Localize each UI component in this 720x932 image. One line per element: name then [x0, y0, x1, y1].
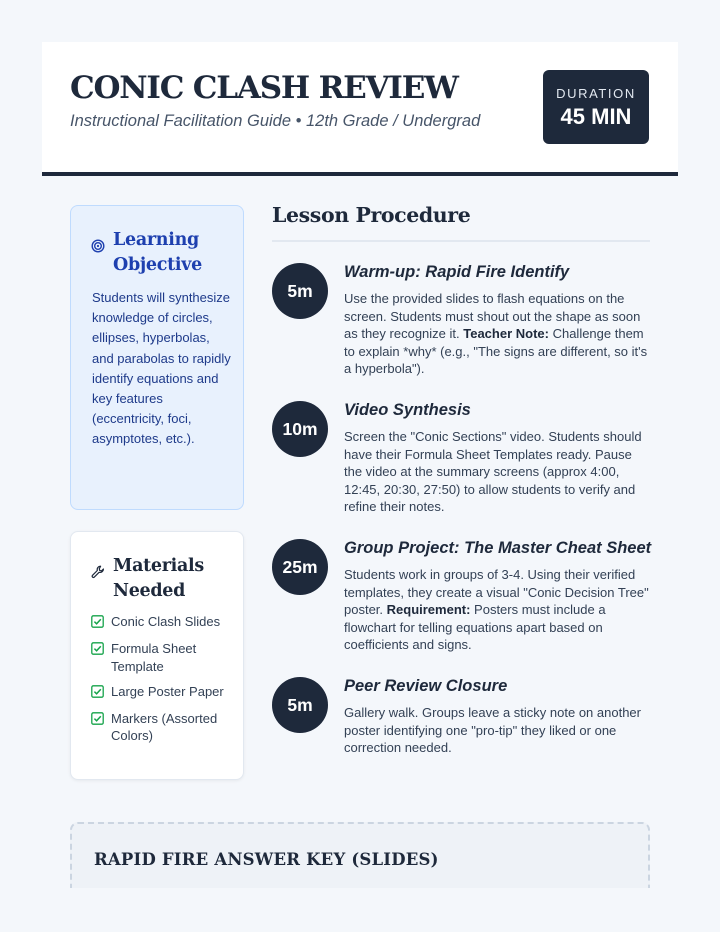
- checkbox-icon: [91, 683, 111, 703]
- checkbox-icon: [91, 710, 111, 745]
- header: [42, 42, 678, 176]
- step-description: Gallery walk. Groups leave a sticky note on another poster identifying one "pro-tip" they liked or one correction needed.: [344, 705, 641, 756]
- step-title: Warm-up: Rapid Fire Identify: [344, 263, 570, 281]
- material-label: Conic Clash Slides: [111, 614, 221, 629]
- objective-title-line2: Objective: [113, 255, 202, 275]
- duration-label: DURATION: [556, 86, 636, 101]
- list-item: [91, 640, 241, 675]
- answer-key-title: RAPID FIRE ANSWER KEY (SLIDES): [94, 850, 439, 869]
- checkbox-icon: [91, 640, 111, 675]
- materials-title-line2: Needed: [113, 581, 186, 601]
- page-bottom-mask: [0, 888, 720, 932]
- target-icon: [91, 239, 107, 258]
- material-label: Large Poster Paper: [111, 683, 224, 699]
- material-label: Markers (Assorted Colors): [111, 710, 218, 743]
- time-badge: 10m: [272, 401, 328, 457]
- duration-badge: [543, 70, 649, 144]
- step-title: Group Project: The Master Cheat Sheet: [344, 539, 652, 557]
- time-badge: 5m: [272, 677, 328, 733]
- material-label: Formula Sheet Template: [111, 641, 197, 674]
- checkbox-icon: [91, 613, 111, 633]
- learning-objective-card: [70, 205, 244, 510]
- materials-title-line1: Materials: [113, 556, 204, 576]
- page-title: CONIC CLASH REVIEW: [70, 70, 458, 106]
- step-title: Video Synthesis: [344, 401, 471, 419]
- list-item: [91, 710, 241, 745]
- time-badge: 25m: [272, 539, 328, 595]
- objective-title: [113, 228, 202, 278]
- wrench-icon: [91, 565, 107, 584]
- step-description: Screen the "Conic Sections" video. Students should have their Formula Sheet Templates ready. Pause the video at the summary screens (approx 4:00, 12:45, 20:30, 27:50) to allow students to verify and refine their notes.: [344, 429, 642, 515]
- objective-title-line1: Learning: [113, 230, 199, 250]
- materials-header: [91, 554, 204, 604]
- materials-list: [91, 613, 241, 752]
- time-badge: 5m: [272, 263, 328, 319]
- objective-header: [91, 228, 202, 278]
- materials-title: [113, 554, 204, 604]
- step-description: Use the provided slides to flash equations on the screen. Students must shout out the shape as soon as they recognize it. Teacher Note: Challenge them to explain *why* (e.g., "The signs are different, so it's a hyperbola").: [344, 291, 648, 377]
- duration-value: 45 MIN: [560, 104, 632, 129]
- page-subtitle: Instructional Facilitation Guide • 12th Grade / Undergrad: [70, 112, 481, 130]
- procedure-title: Lesson Procedure: [272, 203, 650, 242]
- list-item: [91, 683, 241, 703]
- list-item: [91, 613, 241, 633]
- step-title: Peer Review Closure: [344, 677, 508, 695]
- materials-card: [70, 531, 244, 780]
- step-description: Students work in groups of 3-4. Using their verified templates, they create a visual "Conic Decision Tree" poster. Requirement: Posters must include a flowchart for telling equations apart based on coefficients and signs.: [344, 567, 649, 653]
- objective-text: Students will synthesize knowledge of circles, ellipses, hyperbolas, and parabolas to rapidly identify equations and key features (eccentricity, foci, asymptotes, etc.).: [92, 290, 231, 447]
